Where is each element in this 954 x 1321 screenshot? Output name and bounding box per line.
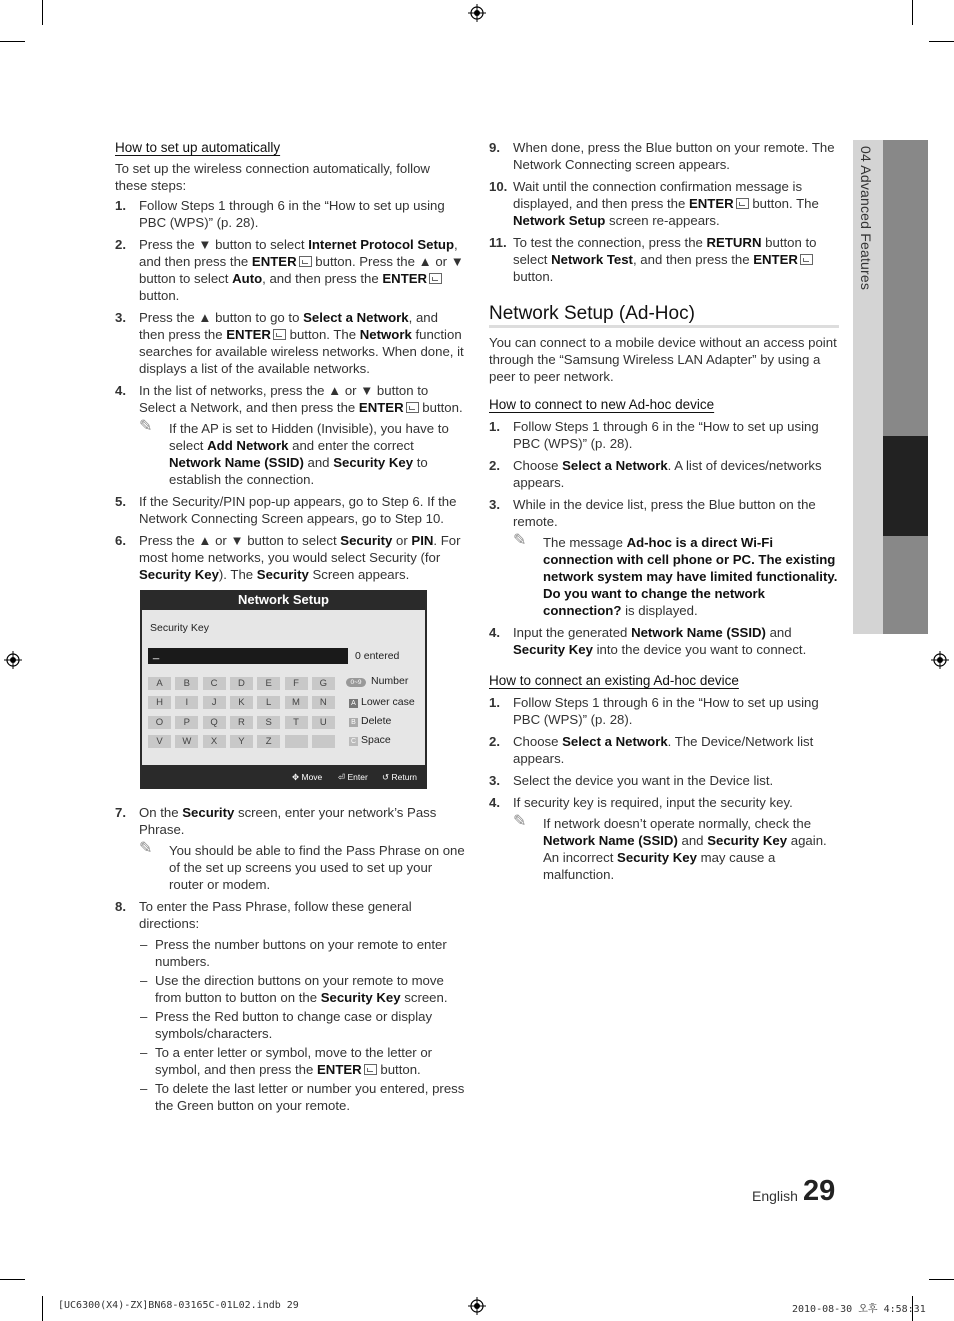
step-number: 4. xyxy=(489,625,500,640)
keyboard-key[interactable]: E xyxy=(257,677,280,690)
step-number: 5. xyxy=(115,494,126,509)
list-item xyxy=(489,733,839,767)
keyboard-key[interactable]: B xyxy=(175,677,198,690)
list-item xyxy=(489,234,839,285)
pencil-note-icon: ✎ xyxy=(139,840,153,857)
chapter-tab-active-block xyxy=(883,436,928,536)
lower-case-label: Lower case xyxy=(361,696,415,708)
auto-setup-intro: To set up the wireless connection automatically, follow these steps: xyxy=(115,161,430,193)
step-text: Input the generated Network Name (SSID) and Security Key into the device you want to connect. xyxy=(513,625,807,657)
crop-mark xyxy=(912,0,913,25)
step-text: Follow Steps 1 through 6 in the “How to set up using PBC (WPS)” (p. 28). xyxy=(513,695,819,727)
move-arrows-icon: ✥ xyxy=(292,772,300,782)
step-number: 1. xyxy=(489,419,500,434)
list-item xyxy=(489,418,839,452)
red-button-icon: A xyxy=(349,699,358,708)
step-text: To test the connection, press the RETURN button to select Network Test, and then press the ENTER button. xyxy=(513,235,817,284)
note xyxy=(513,815,839,883)
keyboard-key[interactable]: V xyxy=(148,735,171,748)
move-label: Move xyxy=(301,772,323,782)
keyboard-key[interactable]: G xyxy=(312,677,335,690)
space-legend xyxy=(349,734,391,746)
step-text: Press the ▼ button to select Internet Protocol Setup, and then press the ENTER button. Press the ▲ or ▼ button to select Auto, and then press the ENTER button. xyxy=(139,237,464,303)
network-setup-screen xyxy=(140,590,427,789)
auto-setup-steps xyxy=(115,197,465,416)
registration-mark-icon xyxy=(931,651,949,669)
page-number: 29 xyxy=(803,1175,836,1207)
keyboard-key[interactable]: S xyxy=(257,716,280,729)
registration-mark-icon xyxy=(468,4,486,22)
existing-adhoc-steps xyxy=(489,694,839,811)
list-item xyxy=(115,236,465,304)
note-text: The message Ad-hoc is a direct Wi-Fi connection with cell phone or PC. The existing network system may have limited functionality. Do you want to change the network connection? is displayed. xyxy=(543,535,838,618)
step-number: 7. xyxy=(115,805,126,820)
crop-mark xyxy=(929,41,954,42)
step-text: On the Security screen, enter your network’s Pass Phrase. xyxy=(139,805,437,837)
lower-case-legend xyxy=(349,696,415,708)
direction-text: Use the direction buttons on your remote to move from button to button on the Security Key screen. xyxy=(155,973,448,1005)
move-hint xyxy=(292,772,322,783)
direction-item: – Use the direction buttons on your remote to move from button to button on the Security Key screen. xyxy=(140,973,448,1005)
keyboard-key[interactable]: W xyxy=(175,735,198,748)
registration-mark-icon xyxy=(4,651,22,669)
pencil-note-icon: ✎ xyxy=(139,418,153,435)
keyboard-key[interactable]: L xyxy=(257,696,280,709)
screen-body xyxy=(142,610,425,765)
keyboard-key[interactable] xyxy=(312,735,335,748)
number-buttons-icon: 0~9 xyxy=(346,678,366,687)
list-item xyxy=(115,493,465,527)
step-text: Wait until the connection confirmation message is displayed, and then press the ENTER button. The Network Setup screen re-appears. xyxy=(513,179,819,228)
enter-button-icon xyxy=(364,1064,377,1075)
step-text: In the list of networks, press the ▲ or ▼ button to Select a Network, and then press the ENTER button. xyxy=(139,383,463,415)
step-number: 9. xyxy=(489,140,500,155)
step-number: 1. xyxy=(489,695,500,710)
direction-item: – To delete the last letter or number you entered, press the Green button on your remote. xyxy=(140,1081,465,1113)
step-number: 4. xyxy=(115,383,126,398)
keyboard-key[interactable]: A xyxy=(148,677,171,690)
keyboard-key[interactable]: Y xyxy=(230,735,253,748)
chapter-label: 04 Advanced Features xyxy=(858,146,874,291)
keyboard-key[interactable]: M xyxy=(285,696,308,709)
step-number: 3. xyxy=(115,310,126,325)
note-text: You should be able to find the Pass Phrase on one of the set up screens you used to set up your router or modem. xyxy=(169,843,465,892)
language-label: English xyxy=(752,1188,798,1204)
pencil-note-icon: ✎ xyxy=(513,532,527,549)
pass-phrase-directions xyxy=(140,936,465,1114)
step-number: 3. xyxy=(489,497,500,512)
delete-legend xyxy=(349,715,391,727)
auto-setup-steps-end xyxy=(489,139,839,285)
list-item xyxy=(489,794,839,811)
note xyxy=(139,420,465,488)
keyboard-key[interactable]: N xyxy=(312,696,335,709)
yellow-button-icon: C xyxy=(350,738,357,745)
step-number: 4. xyxy=(489,795,500,810)
crop-mark xyxy=(0,41,25,42)
direction-text: To delete the last letter or number you entered, press the Green button on your remote. xyxy=(155,1081,465,1113)
new-adhoc-heading: How to connect to new Ad-hoc device xyxy=(489,397,715,412)
keyboard-key[interactable]: T xyxy=(285,716,308,729)
step-text: While in the device list, press the Blue button on the remote. xyxy=(513,497,816,529)
step-text: Press the ▲ button to go to Select a Network, and then press the ENTER button. The Network function searches for available wireless networks. When done, it displays a list of the available networks. xyxy=(139,310,464,376)
print-date-info: 2010-08-30 오후 4:58:31 xyxy=(792,1304,926,1315)
step-8 xyxy=(115,898,465,932)
auto-setup-heading: How to set up automatically xyxy=(115,140,281,155)
direction-text: Press the Red button to change case or display symbols/characters. xyxy=(155,1009,433,1041)
note xyxy=(139,842,465,893)
security-key-input[interactable]: _ xyxy=(148,648,348,664)
green-button-icon: B xyxy=(349,718,358,727)
enter-label: Enter xyxy=(347,772,368,782)
enter-button-icon xyxy=(800,254,813,265)
step-number: 1. xyxy=(115,198,126,213)
keyboard-key[interactable]: C xyxy=(203,677,226,690)
crop-mark xyxy=(0,1279,25,1280)
keyboard-key[interactable] xyxy=(285,735,308,748)
step-number: 2. xyxy=(115,237,126,252)
list-item xyxy=(489,624,839,658)
keyboard-key[interactable]: J xyxy=(203,696,226,709)
print-file-info: [UC6300(X4)-ZX]BN68-03165C-01L02.indb 29 xyxy=(58,1300,299,1311)
keyboard-key[interactable]: I xyxy=(175,696,198,709)
step-number: 11. xyxy=(489,235,507,250)
delete-label: Delete xyxy=(361,715,392,727)
list-item xyxy=(115,898,465,932)
enter-button-icon xyxy=(736,198,749,209)
list-item xyxy=(115,382,465,416)
enter-icon: ⏎ xyxy=(338,772,346,782)
direction-item: – Press the Red button to change case or display symbols/characters. xyxy=(140,1009,433,1041)
number-legend xyxy=(346,675,408,687)
list-item xyxy=(489,457,839,491)
entered-count: 0 entered xyxy=(355,650,400,662)
keyboard-key[interactable]: P xyxy=(175,716,198,729)
chapter-tab-block xyxy=(883,140,928,436)
enter-button-icon xyxy=(273,329,286,340)
right-column xyxy=(489,139,839,883)
crop-mark xyxy=(42,1296,43,1321)
step-number: 3. xyxy=(489,773,500,788)
step-number: 10. xyxy=(489,179,508,194)
list-item xyxy=(489,178,839,229)
step-text: Follow Steps 1 through 6 in the “How to set up using PBC (WPS)” (p. 28). xyxy=(139,198,445,230)
keyboard-key[interactable]: Q xyxy=(203,716,226,729)
note xyxy=(513,534,839,619)
left-column-lower xyxy=(115,804,465,1114)
step-number: 2. xyxy=(489,458,500,473)
step-text: To enter the Pass Phrase, follow these general directions: xyxy=(139,899,412,931)
new-adhoc-steps xyxy=(489,418,839,530)
list-item xyxy=(489,772,839,789)
security-key-label: Security Key xyxy=(150,622,209,634)
list-item xyxy=(115,532,465,583)
crop-mark xyxy=(42,0,43,25)
list-item xyxy=(489,694,839,728)
new-adhoc-step-4 xyxy=(489,624,839,658)
screen-footer xyxy=(140,768,427,788)
keyboard-key[interactable]: K xyxy=(230,696,253,709)
list-item xyxy=(489,496,839,530)
keyboard-key[interactable]: X xyxy=(203,735,226,748)
registration-mark-icon xyxy=(468,1297,486,1315)
list-item xyxy=(115,197,465,231)
keyboard-key[interactable]: R xyxy=(230,716,253,729)
step-7 xyxy=(115,804,465,838)
step-text: If the Security/PIN pop-up appears, go to Step 6. If the Network Connecting Screen appears, go to Step 10. xyxy=(139,494,457,526)
screen-title: Network Setup xyxy=(237,592,329,607)
crop-mark xyxy=(929,1279,954,1280)
enter-button-icon xyxy=(299,256,312,267)
list-item xyxy=(115,309,465,377)
adhoc-section xyxy=(489,305,839,883)
step-number: 8. xyxy=(115,899,126,914)
step-number: 6. xyxy=(115,533,126,548)
direction-item: – Press the number buttons on your remote to enter numbers. xyxy=(140,937,447,969)
note-text: If the AP is set to Hidden (Invisible), you have to select Add Network and enter the correct Network Name (SSID) and Security Key to establish the connection. xyxy=(169,421,449,487)
pencil-note-icon: ✎ xyxy=(513,813,527,830)
auto-setup-steps-continued xyxy=(115,493,465,583)
enter-button-icon xyxy=(406,402,419,413)
step-text: Press the ▲ or ▼ button to select Security or PIN. For most home networks, you would select Security (for Security Key). The Security Screen appears. xyxy=(139,533,461,582)
enter-hint xyxy=(338,772,368,783)
step-text: If security key is required, input the security key. xyxy=(513,795,793,810)
direction-text: Press the number buttons on your remote to enter numbers. xyxy=(155,937,447,969)
section-title: Network Setup (Ad-Hoc) xyxy=(489,305,839,328)
direction-item: – To a enter letter or symbol, move to the letter or symbol, and then press the ENTER button. xyxy=(140,1045,433,1077)
keyboard-key[interactable]: Z xyxy=(257,735,280,748)
adhoc-intro: You can connect to a mobile device without an access point through the “Samsung Wireless LAN Adapter” by using a peer to peer network. xyxy=(489,335,837,384)
direction-text: To a enter letter or symbol, move to the letter or symbol, and then press the ENTER button. xyxy=(155,1045,433,1077)
space-label: Space xyxy=(361,734,391,746)
list-item xyxy=(115,804,465,838)
step-number: 2. xyxy=(489,734,500,749)
keyboard-key[interactable]: H xyxy=(148,696,171,709)
return-label: Return xyxy=(391,772,418,782)
step-text: Follow Steps 1 through 6 in the “How to set up using PBC (WPS)” (p. 28). xyxy=(513,419,819,451)
return-icon: ↺ xyxy=(382,772,390,782)
existing-adhoc-heading: How to connect an existing Ad-hoc device xyxy=(489,673,739,688)
step-text: Select the device you want in the Device list. xyxy=(513,773,774,788)
keyboard-key[interactable]: U xyxy=(312,716,335,729)
keyboard-key[interactable]: D xyxy=(230,677,253,690)
note-text: If network doesn’t operate normally, check the Network Name (SSID) and Security Key again. An incorrect Security Key may cause a malfunction. xyxy=(543,816,827,882)
number-label: Number xyxy=(371,675,409,687)
enter-button-icon xyxy=(429,273,442,284)
step-text: When done, press the Blue button on your remote. The Network Connecting screen appears. xyxy=(513,140,835,172)
left-column xyxy=(115,139,465,583)
keyboard-key[interactable]: O xyxy=(148,716,171,729)
return-hint xyxy=(382,772,417,783)
step-text: Choose Select a Network. A list of devices/networks appears. xyxy=(513,458,822,490)
keyboard-key[interactable]: F xyxy=(285,677,308,690)
step-text: Choose Select a Network. The Device/Network list appears. xyxy=(513,734,814,766)
chapter-tab-block xyxy=(883,536,928,634)
list-item xyxy=(489,139,839,173)
